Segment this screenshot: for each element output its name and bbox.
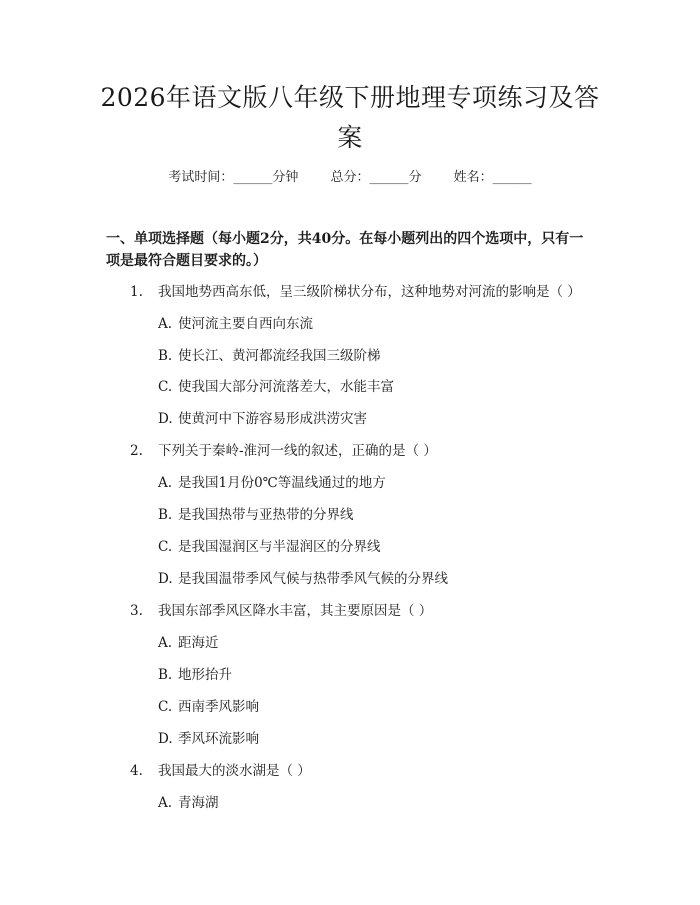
- question-2: [130, 441, 437, 461]
- option-4a: [158, 793, 219, 813]
- option-text: 距海近: [178, 635, 219, 651]
- option-letter: D.: [158, 731, 173, 747]
- option-text: 是我国1月份0℃等温线通过的地方: [178, 475, 386, 491]
- option-letter: C.: [158, 699, 173, 715]
- option-letter: C.: [158, 379, 173, 395]
- option-text: 是我国湿润区与半湿润区的分界线: [178, 539, 381, 555]
- question-1: [130, 282, 581, 302]
- option-letter: A.: [158, 316, 173, 332]
- option-letter: D.: [158, 411, 173, 427]
- option-text: 地形抬升: [178, 667, 232, 683]
- option-1d: [158, 409, 367, 429]
- option-2a: [158, 473, 386, 493]
- option-text: 使黄河中下游容易形成洪涝灾害: [178, 411, 367, 427]
- option-letter: B.: [158, 348, 173, 364]
- option-text: 是我国热带与亚热带的分界线: [178, 507, 354, 523]
- total-score: 总分：______分: [330, 170, 422, 185]
- exam-info: [0, 168, 700, 188]
- option-text: 西南季风影响: [178, 699, 259, 715]
- exam-time: 考试时间：______分钟: [168, 170, 299, 185]
- option-letter: A.: [158, 635, 173, 651]
- option-3c: [158, 697, 259, 717]
- option-letter: D.: [158, 571, 173, 587]
- document-title: 2026年语文版八年级下册地理专项练习及答案: [100, 83, 600, 152]
- option-3a: [158, 633, 219, 653]
- student-name: 姓名：______: [453, 170, 532, 185]
- option-3b: [158, 665, 232, 685]
- option-text: 使河流主要自西向东流: [178, 316, 313, 332]
- option-text: 季风环流影响: [178, 731, 259, 747]
- option-1b: [158, 346, 381, 366]
- question-4: [130, 761, 311, 781]
- question-number: 2.: [130, 443, 143, 459]
- section-heading: 一、单项选择题（每小题2分，共40分。在每小题列出的四个选项中，只有一项是最符合题目要求的。）: [106, 231, 584, 269]
- option-text: 是我国温带季风气候与热带季风气候的分界线: [178, 571, 448, 587]
- question-text: 我国东部季风区降水丰富，其主要原因是（ ）: [158, 603, 433, 619]
- option-text: 使我国大部分河流落差大，水能丰富: [178, 379, 394, 395]
- option-1c: [158, 377, 394, 397]
- question-number: 4.: [130, 763, 143, 779]
- question-text: 我国最大的淡水湖是（ ）: [158, 763, 311, 779]
- option-letter: C.: [158, 539, 173, 555]
- question-text: 我国地势西高东低，呈三级阶梯状分布，这种地势对河流的影响是（ ）: [158, 284, 581, 300]
- option-letter: B.: [158, 667, 173, 683]
- question-text: 下列关于秦岭-淮河一线的叙述，正确的是（ ）: [158, 443, 437, 459]
- question-number: 3.: [130, 603, 143, 619]
- option-1a: [158, 314, 313, 334]
- option-3d: [158, 729, 259, 749]
- option-2b: [158, 505, 354, 525]
- option-2c: [158, 537, 381, 557]
- option-text: 青海湖: [178, 795, 219, 811]
- question-3: [130, 601, 432, 621]
- option-2d: [158, 569, 448, 589]
- option-text: 使长江、黄河都流经我国三级阶梯: [178, 348, 381, 364]
- question-number: 1.: [130, 284, 143, 300]
- option-letter: B.: [158, 507, 173, 523]
- option-letter: A.: [158, 795, 173, 811]
- option-letter: A.: [158, 475, 173, 491]
